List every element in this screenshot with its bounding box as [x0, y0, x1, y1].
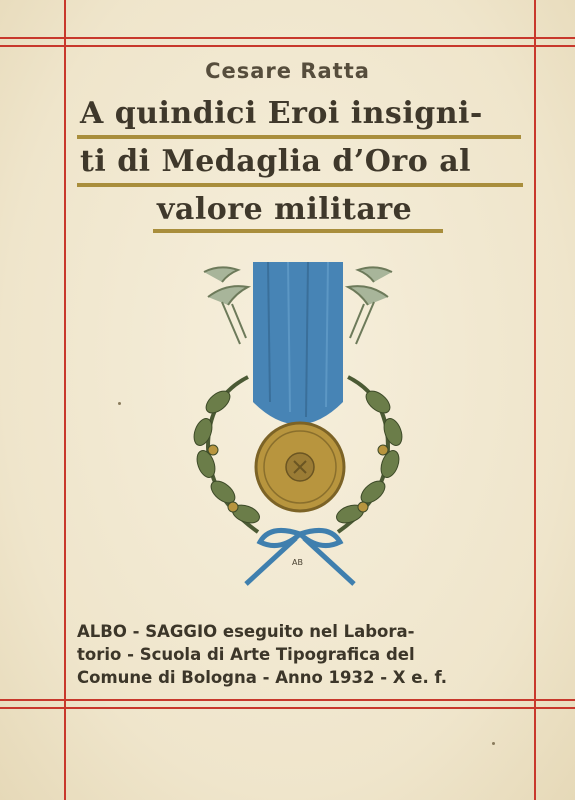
gold-rule-2: [77, 183, 523, 187]
imprint-line-2: torio - Scuola di Arte Tipografica del: [77, 645, 415, 664]
frame-rule-left: [64, 0, 66, 800]
gold-rule-1: [77, 135, 521, 139]
artist-mark: AB: [292, 558, 303, 567]
imprint-line-3: Comune di Bologna - Anno 1932 - X e. f.: [77, 668, 448, 687]
ribbon-icon: [253, 262, 343, 425]
title-line-3: valore militare: [157, 192, 413, 227]
wing-right-icon: [348, 267, 392, 344]
frame-rule-top-2: [0, 45, 575, 47]
medal-illustration: [178, 252, 418, 597]
frame-rule-top-1: [0, 37, 575, 39]
author-name: Cesare Ratta: [205, 59, 370, 83]
gold-medal-icon: [256, 423, 344, 511]
paper-spot: [492, 742, 495, 745]
title-line-2: ti di Medaglia d’Oro al: [80, 144, 472, 179]
frame-rule-right: [534, 0, 536, 800]
frame-rule-bottom-1: [0, 699, 575, 701]
imprint-line-1: ALBO - SAGGIO eseguito nel Labora-: [77, 622, 415, 641]
paper-spot: [118, 402, 121, 405]
frame-rule-bottom-2: [0, 707, 575, 709]
title-line-1: A quindici Eroi insigni-: [80, 96, 483, 131]
gold-rule-3: [153, 229, 443, 233]
wing-left-icon: [204, 267, 248, 344]
